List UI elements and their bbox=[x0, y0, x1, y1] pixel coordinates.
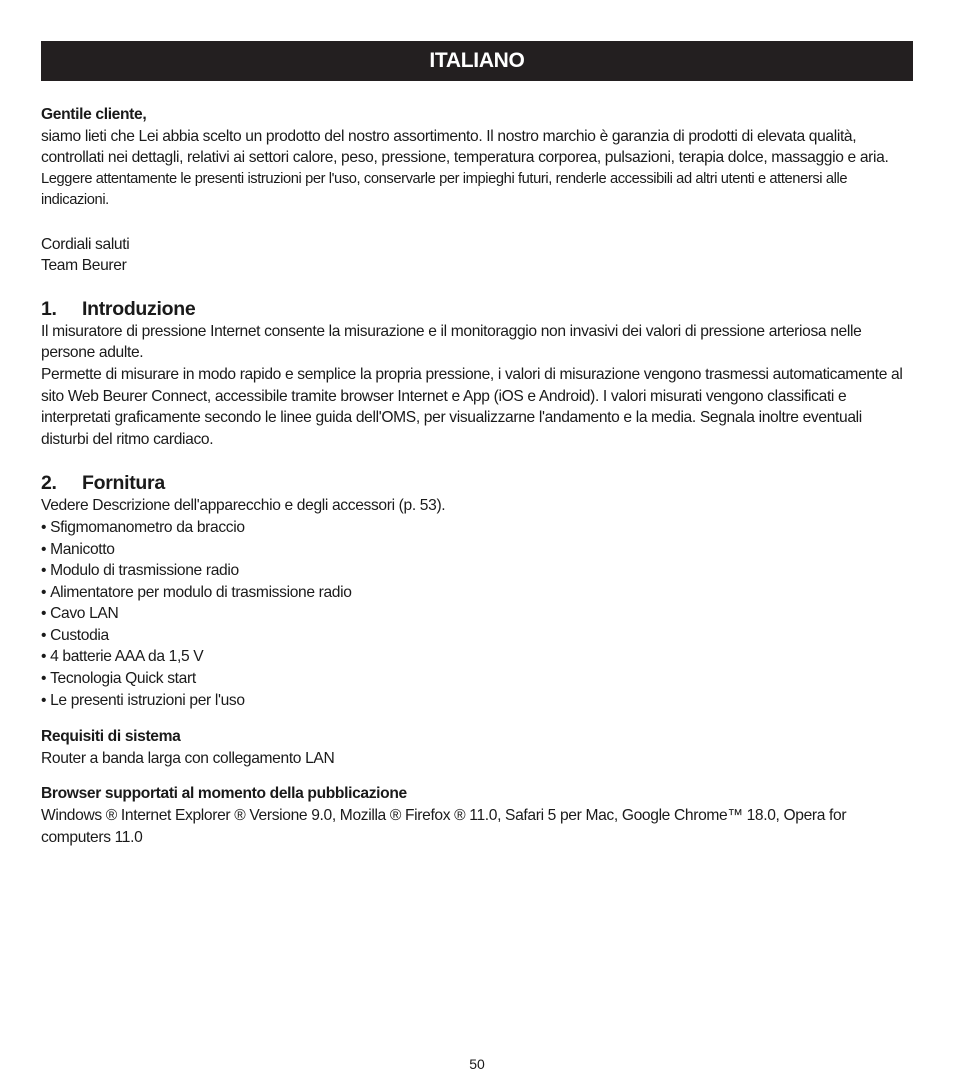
section-number: 2. bbox=[41, 472, 57, 495]
supported-browsers-heading: Browser supportati al momento della pubblicazione bbox=[41, 785, 407, 803]
section-number: 1. bbox=[41, 297, 57, 320]
system-requirements-heading: Requisiti di sistema bbox=[41, 728, 181, 746]
section-title: Fornitura bbox=[82, 472, 165, 495]
list-item: • 4 batterie AAA da 1,5 V bbox=[41, 646, 913, 668]
language-title: ITALIANO bbox=[429, 49, 525, 72]
list-item: • Modulo di trasmissione radio bbox=[41, 560, 913, 582]
system-requirements-text: Router a banda larga con collegamento LAN bbox=[41, 749, 335, 767]
list-item: • Sfigmomanometro da braccio bbox=[41, 517, 913, 539]
spacer bbox=[41, 212, 913, 234]
section-heading-supply bbox=[41, 471, 913, 495]
greeting: Gentile cliente, bbox=[41, 106, 147, 123]
introduction-paragraph-2: Permette di misurare in modo rapido e semplice la propria pressione, i valori di misurazione vengono trasmessi automaticamente al sito Web Beurer Connect, accessibile tramite browser Internet e App (iOS e Android). I valori misurati vengono classificati e interpretati graficamente secondo le linee guida dell'OMS, per visualizzarne l'andamento e la media. Segnala inoltre eventuali disturbi del ritmo cardiaco. bbox=[41, 365, 903, 448]
list-item: • Alimentatore per modulo di trasmissione radio bbox=[41, 582, 913, 604]
language-header bbox=[41, 41, 913, 81]
instructions-paragraph: Leggere attentamente le presenti istruzioni per l'uso, conservarle per impieghi futuri, renderle accessibili ad altri utenti e attenersi alle indicazioni. bbox=[41, 170, 848, 209]
closing-signature: Team Beurer bbox=[41, 257, 127, 275]
closing-regards: Cordiali saluti bbox=[41, 235, 130, 253]
list-item: • Manicotto bbox=[41, 539, 913, 561]
manual-page bbox=[41, 41, 913, 848]
supply-lead: Vedere Descrizione dell'apparecchio e degli accessori (p. 53). bbox=[41, 497, 446, 515]
intro-paragraph: siamo lieti che Lei abbia scelto un prodotto del nostro assortimento. Il nostro marchio è garanzia di prodotti di elevata qualità, controllati nei dettagli, relativi ai settori calore, peso, pressione, temperatura corporea, pulsazioni, terapia dolce, massaggio e aria. bbox=[41, 127, 889, 167]
section-heading-introduction bbox=[41, 297, 913, 321]
introduction-paragraph-1: Il misuratore di pressione Internet consente la misurazione e il monitoraggio non invasivi dei valori di pressione arteriosa nelle persone adulte. bbox=[41, 322, 862, 362]
supported-browsers-text: Windows ® Internet Explorer ® Versione 9.0, Mozilla ® Firefox ® 11.0, Safari 5 per Mac, Google Chrome™ 18.0, Opera for computers 11.0 bbox=[41, 807, 847, 846]
section-title: Introduzione bbox=[82, 297, 196, 320]
supply-list bbox=[41, 517, 913, 711]
list-item: • Custodia bbox=[41, 625, 913, 647]
list-item: • Le presenti istruzioni per l'uso bbox=[41, 690, 913, 712]
list-item: • Cavo LAN bbox=[41, 603, 913, 625]
list-item: • Tecnologia Quick start bbox=[41, 668, 913, 690]
page-number: 50 bbox=[469, 1056, 485, 1072]
